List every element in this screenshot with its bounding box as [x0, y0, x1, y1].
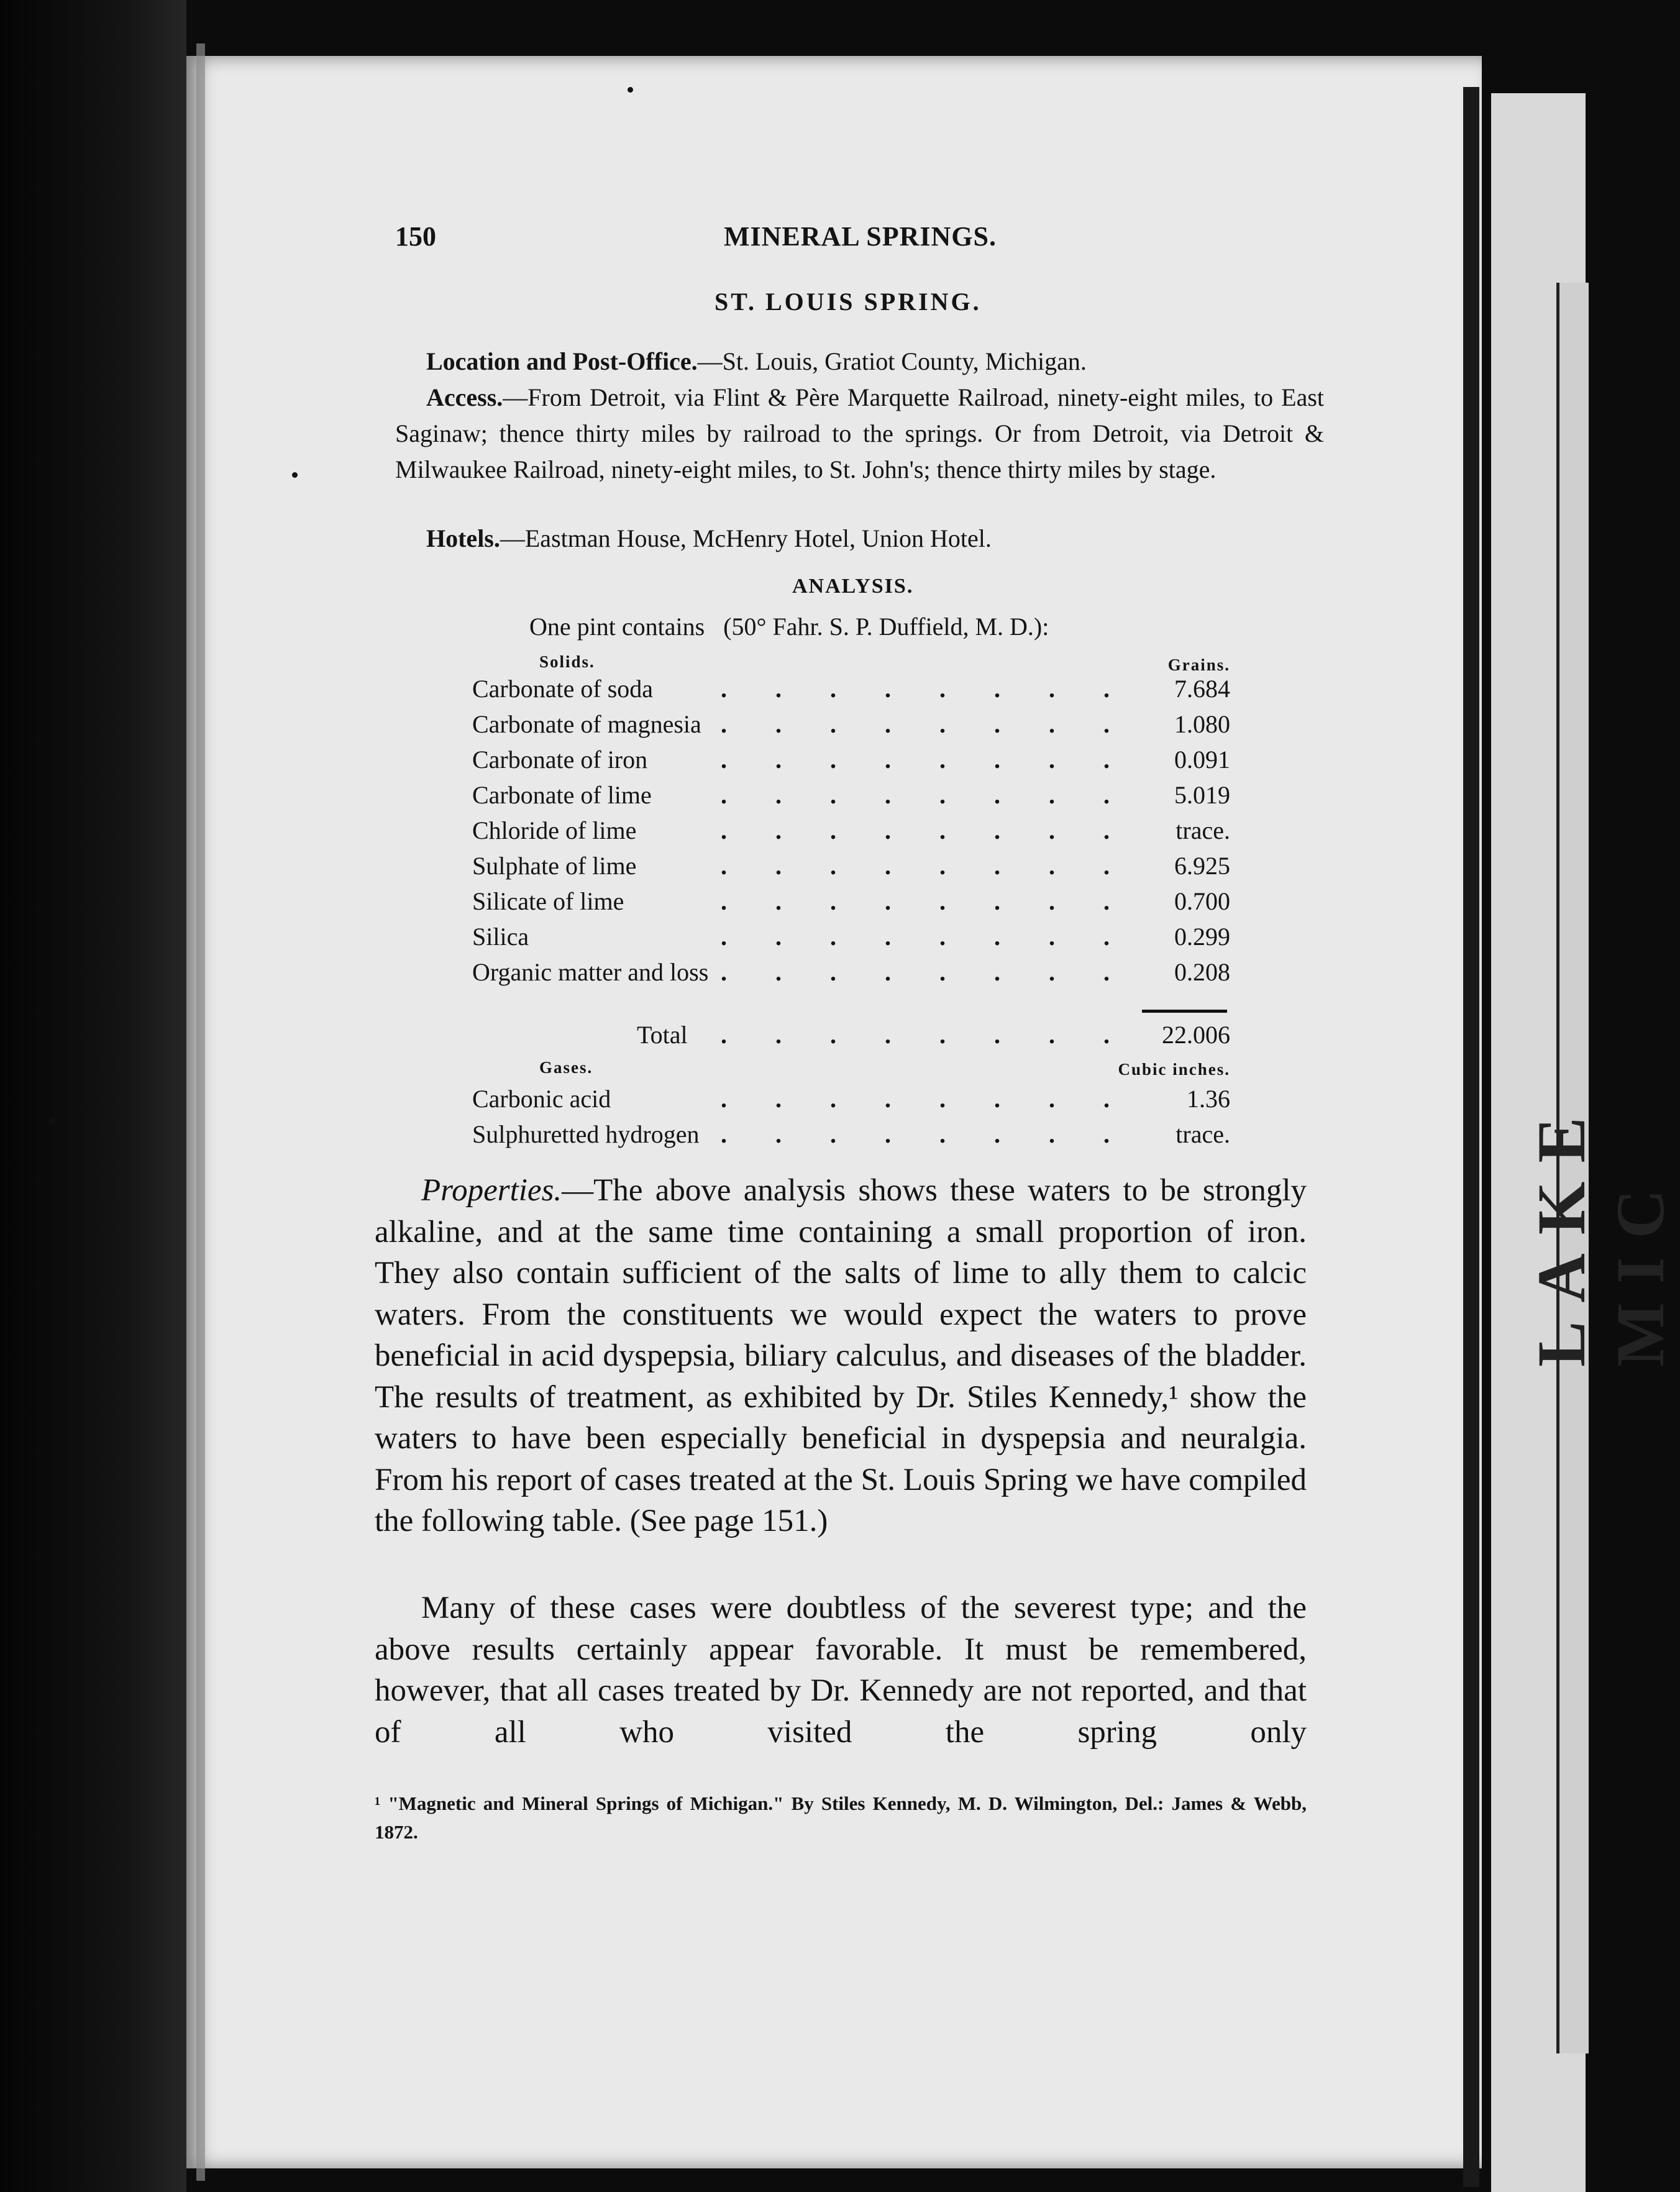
table-row — [472, 780, 1230, 816]
table-row — [472, 745, 1230, 780]
row-value: trace. — [1176, 816, 1230, 844]
row-label: Organic matter and loss — [472, 958, 709, 986]
row-value: 1.080 — [1174, 710, 1230, 738]
row-value: 5.019 — [1174, 781, 1230, 809]
row-value: 0.091 — [1174, 746, 1230, 774]
hotels-label: Hotels. — [426, 524, 500, 552]
dot-leader: . . . . . . . . — [721, 887, 1131, 915]
table-row — [472, 957, 1230, 993]
section-title: ST. LOUIS SPRING. — [714, 288, 982, 316]
dot-leader: . . . . . . . . — [721, 1021, 1131, 1049]
hotels-text: —Eastman House, McHenry Hotel, Union Hotel. — [500, 524, 992, 552]
total-table — [472, 1020, 1230, 1056]
footnote: ¹ "Magnetic and Mineral Springs of Michigan." By Stiles Kennedy, M. D. Wilmington, Del.: James & Webb, 1872. — [375, 1792, 1307, 1843]
dot-leader: . . . . . . . . — [721, 852, 1131, 880]
dot-leader: . . . . . . . . — [721, 781, 1131, 809]
gases-table — [472, 1084, 1230, 1155]
table-row — [472, 1120, 1230, 1155]
total-row — [472, 1020, 1230, 1056]
grains-column-head: Grains. — [1167, 655, 1230, 674]
access-label: Access. — [426, 383, 503, 411]
row-label: Carbonate of lime — [472, 781, 652, 809]
total-rule — [1142, 1010, 1227, 1013]
row-value: 0.299 — [1174, 923, 1230, 951]
row-label: Carbonate of soda — [472, 675, 654, 703]
running-title: MINERAL SPRINGS. — [724, 221, 997, 252]
dot-leader: . . . . . . . . — [721, 710, 1131, 738]
location-paragraph — [395, 344, 1324, 380]
analysis-contains-line: One pint contains (50° Fahr. S. P. Duffield, M. D.): — [529, 613, 1049, 641]
row-value: 1.36 — [1187, 1085, 1230, 1113]
map-plate-text: LAKE MIC — [1523, 1098, 1678, 1367]
gases-column-head: Gases. — [539, 1058, 593, 1077]
dot-leader: . . . . . . . . — [721, 958, 1131, 986]
access-paragraph — [395, 380, 1324, 488]
properties-text: —The above analysis shows these waters to be strongly alkaline, and at the same time containing a small proportion of iron. They also contain sufficient of the salts of lime to ally them to calcic waters. From the constituents we would expect the waters to prove beneficial in acid dyspepsia, biliary calculus, and diseases of the bladder. The results of treatment, as exhibited by Dr. Stiles Kennedy,¹ show the waters to have been especially beneficial in dyspepsia and neuralgia. From his report of cases treated at the St. Louis Spring we have compiled the following table. (See page 151.) — [375, 1173, 1307, 1538]
dot-leader: . . . . . . . . — [721, 816, 1131, 844]
access-text: —From Detroit, via Flint & Père Marquette Railroad, ninety-eight miles, to East Saginaw; thence thirty miles by railroad to the springs. Or from Detroit, via Detroit & Milwaukee Railroad, ninety-eight miles, to St. John's; thence thirty miles by stage. — [395, 383, 1324, 483]
scan-speck — [50, 1118, 55, 1124]
dot-leader: . . . . . . . . — [721, 675, 1131, 703]
table-row — [472, 851, 1230, 887]
row-label: Silica — [472, 923, 529, 951]
table-row — [472, 887, 1230, 922]
table-row — [472, 816, 1230, 851]
dot-leader: . . . . . . . . — [721, 1120, 1131, 1148]
page-edge — [196, 43, 205, 2181]
dot-leader: . . . . . . . . — [721, 746, 1131, 774]
row-value: trace. — [1176, 1120, 1230, 1148]
location-text: —St. Louis, Gratiot County, Michigan. — [697, 347, 1087, 375]
row-label: Chloride of lime — [472, 816, 637, 844]
properties-paragraph — [375, 1170, 1307, 1542]
row-value: 0.208 — [1174, 958, 1230, 986]
row-label: Carbonic acid — [472, 1085, 611, 1113]
scan-speck — [292, 472, 298, 478]
hotels-paragraph — [395, 521, 1324, 557]
scan-border-left — [0, 0, 186, 2192]
many-cases-text: Many of these cases were doubtless of the severest type; and the above results certainly appear favorable. It must be remembered, however, that all cases treated by Dr. Kennedy are not reported, and that of all who visited the spring only — [375, 1591, 1307, 1750]
many-cases-paragraph — [375, 1587, 1307, 1753]
row-label: Silicate of lime — [472, 887, 624, 915]
row-value: 0.700 — [1174, 887, 1230, 915]
dot-leader: . . . . . . . . — [721, 923, 1131, 951]
gutter-line — [1463, 87, 1479, 2187]
row-label: Sulphate of lime — [472, 852, 637, 880]
solids-column-head: Solids. — [539, 652, 595, 671]
analysis-heading: ANALYSIS. — [792, 575, 914, 598]
row-label: Sulphuretted hydrogen — [472, 1120, 700, 1148]
solids-table — [472, 674, 1230, 993]
row-value: 7.684 — [1174, 675, 1230, 703]
location-label: Location and Post-Office. — [426, 347, 698, 375]
total-label: Total — [637, 1021, 688, 1049]
row-value: 6.925 — [1174, 852, 1230, 880]
dot-leader: . . . . . . . . — [721, 1085, 1131, 1113]
row-label: Carbonate of iron — [472, 746, 648, 774]
properties-label: Properties. — [421, 1173, 562, 1208]
table-row — [472, 710, 1230, 745]
page-number: 150 — [395, 221, 436, 252]
cubic-inches-column-head: Cubic inches. — [1118, 1060, 1230, 1079]
total-value: 22.006 — [1162, 1021, 1230, 1049]
row-label: Carbonate of magnesia — [472, 710, 701, 738]
table-row — [472, 1084, 1230, 1120]
scan-speck — [628, 87, 633, 93]
table-row — [472, 922, 1230, 957]
table-row — [472, 674, 1230, 710]
